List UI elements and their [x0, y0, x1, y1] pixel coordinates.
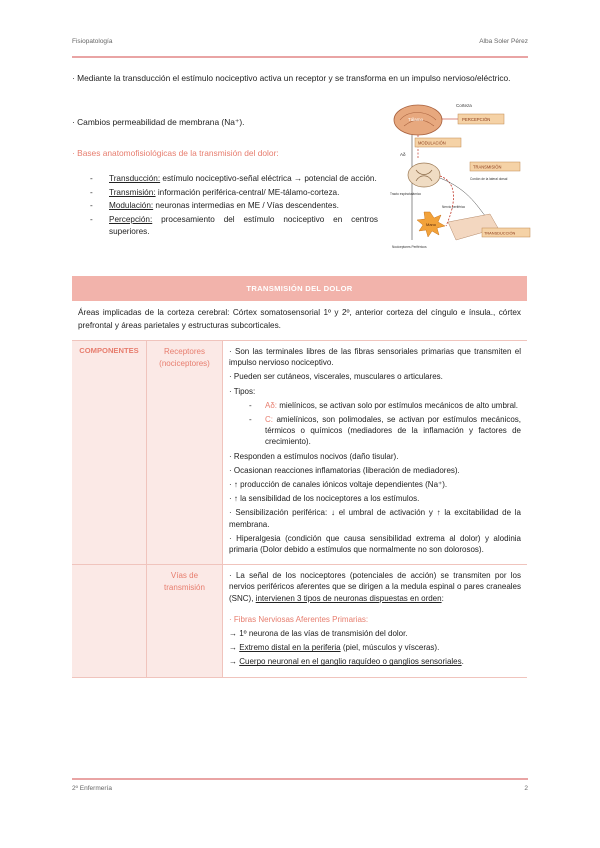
- cortex-areas-text: Áreas implicadas de la corteza cerebral: Córtex somatosensorial 1º y 2º, anterior corteza del cíngulo e ínsula., córtex prefrontal y áreas parietales y estructuras subcorticales.: [72, 301, 527, 341]
- definition: neuronas intermedias en ME / Vías descendentes.: [153, 201, 339, 211]
- header-author: Alba Soler Pérez: [479, 38, 528, 45]
- vias-content: [223, 565, 527, 676]
- label-transduccion: TRANSDUCCIÓN: [484, 230, 516, 236]
- term: Transmisión:: [109, 187, 156, 197]
- vias-intro-end: :: [441, 593, 444, 603]
- text-line: [229, 642, 521, 653]
- page-number: 2: [524, 785, 528, 792]
- definition: información periférica-central/ ME-tálamo-corteza.: [155, 187, 340, 197]
- label-nociceptores: Nociceptores Periféricos: [392, 245, 427, 249]
- spinal-cord-section: [408, 163, 440, 187]
- vias-intro: · La señal de los nociceptores (potenciales de acción) se transmiten por los nervios periféricos aferentes que se dirigen a la medula espinal o pares craneales (SNC),: [229, 571, 521, 603]
- transmission-table: [72, 276, 527, 678]
- componentes-cell-empty: [72, 565, 147, 676]
- bases-heading: · Bases anatomofisiológicas de la transmisión del dolor:: [72, 148, 279, 158]
- membrane-paragraph: · Cambios permeabilidad de membrana (Na⁺).: [72, 117, 245, 127]
- text-line: · Responden a estímulos nocivos (daño tisular).: [229, 451, 399, 461]
- page-footer: [72, 785, 528, 792]
- intro-paragraph: · Mediante la transducción el estímulo nociceptivo activa un receptor y se transforma en un impulso nervioso/eléctrico.: [72, 73, 511, 83]
- label-mano: Mano: [426, 222, 437, 227]
- underlined-term: Extremo distal en la periferia: [239, 643, 341, 653]
- text-line: → 1º neurona de las vías de transmisión del dolor.: [229, 629, 408, 639]
- table-title: TRANSMISIÓN DEL DOLOR: [72, 276, 527, 301]
- table-row-receptores: [72, 341, 527, 565]
- fibras-heading: · Fibras Nerviosas Aferentes Primarias:: [229, 614, 369, 624]
- label-transmision: TRANSMISIÓN: [473, 164, 502, 170]
- pain-pathway-diagram: [390, 98, 532, 260]
- fiber-desc: amielínicos, son polimodales, se activan por estímulos mecánicos, térmicos o químicos (mediadores de la inflamación y factores de crecimiento).: [265, 415, 521, 447]
- list-item: [88, 200, 378, 212]
- list-item: [88, 173, 378, 185]
- text-line: · Sensibilización periférica: ↓ el umbral de activación y ↑ la excitabilidad de la membrana.: [229, 508, 521, 529]
- fiber-name: C:: [265, 415, 273, 425]
- table-row-vias: [72, 565, 527, 677]
- footer-course: 2º Enfermería: [72, 785, 112, 792]
- vias-intro-underlined: intervienen 3 tipos de neuronas dispuestas en orden: [255, 593, 442, 603]
- definition: procesamiento del estímulo nociceptivo en centros superiores.: [109, 215, 378, 237]
- text-line: · ↑ producción de canales iónicos voltaje dependientes (Na⁺).: [229, 480, 448, 490]
- text-line: [229, 570, 521, 604]
- page-header: [72, 38, 528, 58]
- label-cordon: Cordón de la lateral dorsal: [470, 177, 508, 181]
- text-line: · Hiperalgesia (condición que causa sensibilidad extrema al dolor) y alodinia primaria (Dolor debido a estímulos que normalmente no son dolorosos).: [229, 533, 521, 555]
- text-line: · Pueden ser cutáneos, viscerales, musculares o articulares.: [229, 372, 443, 382]
- list-item: [88, 187, 378, 199]
- label-tracto: Tracto espinotalámico: [390, 192, 422, 196]
- footer-rule: [72, 778, 528, 780]
- receptores-content: [223, 341, 527, 564]
- label-percepcion: PERCEPCIÓN: [462, 117, 491, 122]
- text-line: · Ocasionan reacciones inflamatorias (liberación de mediadores).: [229, 465, 460, 475]
- label-adelta: Aδ: [400, 152, 406, 157]
- term: Transducción:: [109, 174, 161, 183]
- fiber-type-adelta: [229, 400, 521, 411]
- term-rest: .: [461, 657, 464, 667]
- text-line: · Son las terminales libres de las fibras sensoriales primarias que transmiten el impulso nervioso nociceptivo.: [229, 347, 521, 368]
- componentes-cell: COMPONENTES: [72, 341, 147, 564]
- term: Percepción:: [109, 215, 153, 225]
- text-line: [229, 656, 521, 667]
- label-talamo: Tálamo: [408, 117, 424, 122]
- arrow: →: [229, 657, 240, 667]
- header-rule: [72, 56, 528, 58]
- fiber-desc: mielínicos, se activan solo por estímulos mecánicos de alto umbral.: [277, 400, 519, 410]
- fiber-type-c: [229, 414, 521, 448]
- term: Modulación:: [109, 201, 154, 211]
- list-item: [88, 214, 378, 238]
- arrow: →: [229, 643, 240, 653]
- process-list: [88, 173, 378, 240]
- fiber-name: Aδ:: [265, 400, 278, 410]
- definition: estímulo nociceptivo-señal eléctrica → potencial de acción.: [160, 174, 377, 183]
- term-rest: (piel, músculos y vísceras).: [340, 643, 440, 653]
- label-nervio: Nervio periférico: [442, 205, 466, 209]
- text-line: · ↑ la sensibilidad de los nociceptores a los estímulos.: [229, 494, 420, 504]
- vias-label: Vías de transmisión: [147, 565, 223, 676]
- label-modulacion: MODULACIÓN: [418, 140, 446, 146]
- label-corteza: Corteza: [456, 103, 472, 108]
- receptores-label: Receptores (nociceptores): [147, 341, 223, 564]
- header-subject: Fisiopatología: [72, 38, 113, 45]
- text-line: · Tipos:: [229, 386, 256, 396]
- underlined-term: Cuerpo neuronal en el ganglio raquídeo o ganglios sensoriales: [239, 657, 462, 667]
